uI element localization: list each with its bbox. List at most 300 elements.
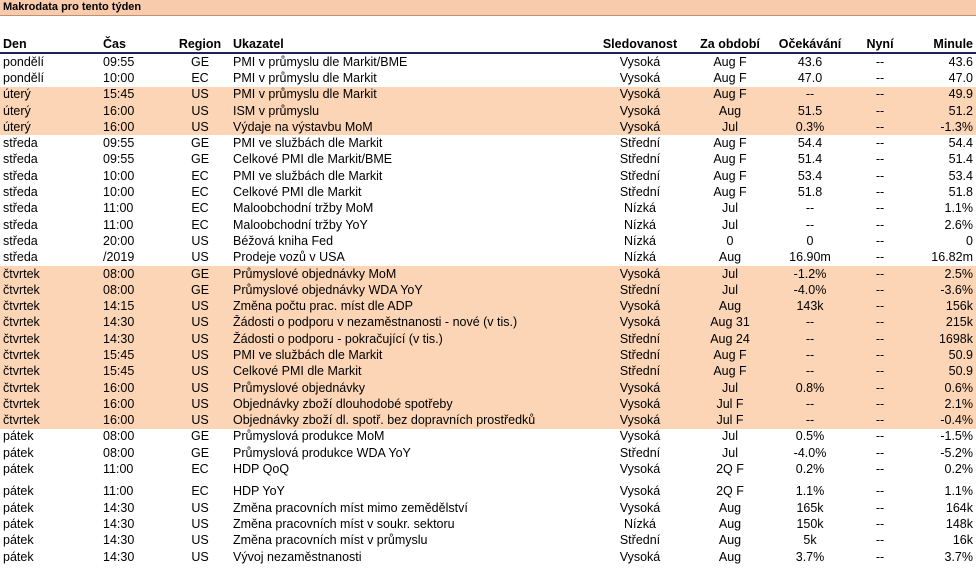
cell-importance: Vysoká xyxy=(590,380,690,396)
cell-time: 10:00 xyxy=(103,70,135,85)
cell-previous: 16k xyxy=(952,533,973,548)
cell-importance: Vysoká xyxy=(619,500,661,515)
cell-previous: 2.6% xyxy=(944,217,973,232)
cell-day: čtvrtek xyxy=(0,266,100,282)
cell-region: US xyxy=(170,413,230,429)
cell-time: 14:30 xyxy=(100,331,170,347)
cell-day: čtvrtek xyxy=(0,282,100,298)
cell-period: Aug F xyxy=(713,152,747,167)
cell-time: 16:00 xyxy=(100,380,170,396)
cell-day: středa xyxy=(3,250,38,265)
cell-expected: 150k xyxy=(796,516,824,531)
cell-time: 09:55 xyxy=(103,54,135,69)
cell-period: Jul xyxy=(690,282,770,298)
cell-time: 20:00 xyxy=(103,233,135,248)
table-row xyxy=(0,500,976,516)
cell-importance: Nízká xyxy=(624,250,656,265)
cell-expected: 53.4 xyxy=(797,168,823,183)
cell-day: pondělí xyxy=(3,70,45,85)
cell-importance: Vysoká xyxy=(619,70,661,85)
cell-expected: -4.0% xyxy=(770,282,850,298)
cell-region: US xyxy=(191,533,209,548)
table-row xyxy=(0,380,976,396)
cell-indicator: Maloobchodní tržby MoM xyxy=(233,201,374,216)
cell-now: -- xyxy=(875,445,885,460)
cell-period: Aug xyxy=(718,500,742,515)
cell-now: -- xyxy=(850,282,910,298)
cell-time: /2019 xyxy=(103,250,135,265)
cell-importance: Vysoká xyxy=(590,396,690,412)
cell-now: -- xyxy=(875,484,885,499)
cell-expected: 43.6 xyxy=(797,54,823,69)
cell-day: středa xyxy=(3,136,38,151)
cell-importance: Střední xyxy=(590,282,690,298)
cell-previous: 53.4 xyxy=(948,168,973,183)
cell-previous: 0.2% xyxy=(944,462,973,477)
cell-indicator: Průmyslové objednávky MoM xyxy=(230,266,590,282)
table-row xyxy=(0,103,976,119)
col-header-importance: Sledovanost xyxy=(590,36,690,53)
cell-importance: Střední xyxy=(619,168,661,183)
cell-now: -- xyxy=(875,233,885,248)
cell-previous: 50.9 xyxy=(910,347,976,363)
cell-period: Aug F xyxy=(713,136,747,151)
cell-indicator: Maloobchodní tržby YoY xyxy=(233,217,368,232)
cell-region: GE xyxy=(170,282,230,298)
cell-now: -- xyxy=(875,54,885,69)
cell-region: US xyxy=(170,396,230,412)
cell-indicator: PMI v průmyslu dle Markit xyxy=(233,70,377,85)
table-row xyxy=(0,298,976,314)
cell-expected: 3.7% xyxy=(795,549,825,564)
table-row xyxy=(0,347,976,363)
cell-previous: 51.2 xyxy=(910,103,976,119)
cell-region: GE xyxy=(190,136,210,151)
cell-previous: 1.1% xyxy=(944,201,973,216)
cell-indicator: Žádosti o podporu v nezaměstnanosti - nové (v tis.) xyxy=(230,315,590,331)
cell-previous: 164k xyxy=(945,500,973,515)
cell-period: Aug F xyxy=(713,185,747,200)
cell-importance: Vysoká xyxy=(619,484,661,499)
cell-previous: 16.82m xyxy=(931,250,973,265)
cell-period: 2Q F xyxy=(716,462,744,477)
cell-previous: 43.6 xyxy=(948,54,973,69)
table-row xyxy=(0,429,976,445)
cell-period: Aug xyxy=(690,103,770,119)
cell-day: čtvrtek xyxy=(0,396,100,412)
cell-period: Jul F xyxy=(690,413,770,429)
col-header-time: Čas xyxy=(100,36,170,53)
table-row xyxy=(0,119,976,135)
cell-importance: Nízká xyxy=(624,201,656,216)
cell-day: úterý xyxy=(0,87,100,103)
table-row xyxy=(0,233,976,249)
cell-importance: Střední xyxy=(590,364,690,380)
cell-now: -- xyxy=(875,429,885,444)
cell-period: Aug xyxy=(718,549,742,564)
cell-time: 08:00 xyxy=(100,282,170,298)
table-row xyxy=(0,315,976,331)
cell-previous: 0 xyxy=(966,233,973,248)
cell-region: EC xyxy=(191,185,209,200)
cell-previous: 50.9 xyxy=(910,364,976,380)
cell-time: 16:00 xyxy=(100,396,170,412)
col-header-period: Za období xyxy=(690,36,770,53)
cell-time: 16:00 xyxy=(100,103,170,119)
cell-period: Aug xyxy=(718,533,742,548)
cell-day: úterý xyxy=(0,119,100,135)
cell-previous: 1698k xyxy=(910,331,976,347)
cell-now: -- xyxy=(875,533,885,548)
cell-time: 14:15 xyxy=(100,298,170,314)
table-row xyxy=(0,516,976,532)
cell-time: 09:55 xyxy=(103,136,135,151)
cell-previous: -1.3% xyxy=(910,119,976,135)
cell-now: -- xyxy=(875,185,885,200)
cell-indicator: Změna pracovních míst mimo zemědělství xyxy=(233,500,468,515)
cell-previous: 54.4 xyxy=(948,136,973,151)
cell-region: GE xyxy=(190,152,210,167)
cell-indicator: Výdaje na výstavbu MoM xyxy=(230,119,590,135)
cell-period: Jul xyxy=(690,380,770,396)
cell-expected: -- xyxy=(770,331,850,347)
cell-previous: 156k xyxy=(910,298,976,314)
cell-previous: -3.6% xyxy=(910,282,976,298)
cell-day: středa xyxy=(3,168,38,183)
cell-now: -- xyxy=(875,70,885,85)
cell-day: pátek xyxy=(3,484,34,499)
cell-day: čtvrtek xyxy=(0,331,100,347)
cell-previous: 3.7% xyxy=(944,549,973,564)
cell-indicator: Celkové PMI dle Markit xyxy=(233,185,362,200)
cell-region: US xyxy=(170,364,230,380)
cell-now: -- xyxy=(875,168,885,183)
col-header-expected: Očekávání xyxy=(770,36,850,53)
cell-region: EC xyxy=(191,70,209,85)
col-header-day: Den xyxy=(0,36,100,53)
cell-time: 08:00 xyxy=(103,445,135,460)
cell-period: 0 xyxy=(726,233,734,248)
cell-day: pátek xyxy=(3,500,34,515)
cell-indicator: PMI ve službách dle Markit xyxy=(233,136,383,151)
cell-day: středa xyxy=(3,201,38,216)
cell-time: 11:00 xyxy=(103,484,134,499)
cell-region: EC xyxy=(191,462,209,477)
table-row xyxy=(0,413,976,429)
cell-now: -- xyxy=(875,500,885,515)
cell-period: Aug F xyxy=(690,364,770,380)
cell-expected: -- xyxy=(770,347,850,363)
cell-time: 16:00 xyxy=(100,119,170,135)
cell-day: úterý xyxy=(0,103,100,119)
cell-day: pátek xyxy=(3,445,34,460)
cell-indicator: Objednávky zboží dlouhodobé spotřeby xyxy=(230,396,590,412)
cell-indicator: Celkové PMI dle Markit xyxy=(230,364,590,380)
cell-region: US xyxy=(170,103,230,119)
cell-expected: 1.1% xyxy=(795,484,825,499)
table-row xyxy=(0,152,976,168)
cell-period: Aug F xyxy=(713,54,747,69)
table-row xyxy=(0,445,976,461)
cell-expected: 0.2% xyxy=(795,462,825,477)
cell-now: -- xyxy=(875,136,885,151)
cell-now: -- xyxy=(850,315,910,331)
macro-data-table xyxy=(0,36,976,565)
cell-expected: 0.8% xyxy=(770,380,850,396)
col-header-previous: Minule xyxy=(910,36,976,53)
cell-region: EC xyxy=(191,168,209,183)
cell-expected: 165k xyxy=(796,500,824,515)
cell-expected: -- xyxy=(770,413,850,429)
table-row xyxy=(0,70,976,86)
cell-indicator: PMI v průmyslu dle Markit/BME xyxy=(233,54,408,69)
table-row xyxy=(0,168,976,184)
table-row xyxy=(0,201,976,217)
cell-now: -- xyxy=(875,201,885,216)
cell-region: GE xyxy=(190,429,210,444)
cell-previous: 2.5% xyxy=(910,266,976,282)
cell-now: -- xyxy=(850,87,910,103)
cell-indicator: HDP YoY xyxy=(233,484,285,499)
cell-period: Jul xyxy=(722,217,738,232)
cell-expected: 0.5% xyxy=(795,429,825,444)
cell-indicator: PMI ve službách dle Markit xyxy=(230,347,590,363)
cell-now: -- xyxy=(850,380,910,396)
cell-day: středa xyxy=(3,217,38,232)
cell-previous: 51.4 xyxy=(948,152,973,167)
col-header-now: Nyní xyxy=(850,36,910,53)
cell-importance: Nízká xyxy=(624,217,656,232)
cell-now: -- xyxy=(875,250,885,265)
cell-day: čtvrtek xyxy=(0,380,100,396)
cell-previous: -5.2% xyxy=(940,445,973,460)
cell-expected: 16.90m xyxy=(789,250,831,265)
cell-expected: -4.0% xyxy=(793,445,827,460)
cell-region: GE xyxy=(190,445,210,460)
cell-period: Jul xyxy=(722,429,738,444)
cell-region: US xyxy=(191,500,209,515)
cell-time: 15:45 xyxy=(100,364,170,380)
cell-period: Jul F xyxy=(690,396,770,412)
cell-day: pátek xyxy=(3,549,34,564)
cell-day: středa xyxy=(3,233,38,248)
page-title: Makrodata pro tento týden xyxy=(0,0,976,16)
cell-now: -- xyxy=(850,266,910,282)
cell-indicator: PMI ve službách dle Markit xyxy=(233,168,383,183)
cell-importance: Vysoká xyxy=(590,87,690,103)
cell-expected: -- xyxy=(770,315,850,331)
table-row xyxy=(0,217,976,233)
cell-importance: Vysoká xyxy=(619,54,661,69)
table-row xyxy=(0,461,976,477)
cell-region: US xyxy=(191,516,209,531)
cell-importance: Střední xyxy=(619,185,661,200)
cell-indicator: Objednávky zboží dl. spotř. bez dopravních prostředků xyxy=(230,413,590,429)
cell-previous: 51.8 xyxy=(948,185,973,200)
cell-previous: 47.0 xyxy=(948,70,973,85)
cell-day: pátek xyxy=(3,429,34,444)
cell-time: 10:00 xyxy=(103,168,135,183)
cell-expected: 143k xyxy=(770,298,850,314)
cell-period: Aug F xyxy=(713,168,747,183)
cell-period: Aug F xyxy=(690,87,770,103)
cell-day: pátek xyxy=(3,516,34,531)
cell-time: 09:55 xyxy=(103,152,135,167)
cell-region: US xyxy=(170,298,230,314)
cell-now: -- xyxy=(850,331,910,347)
cell-indicator: Žádosti o podporu - pokračující (v tis.) xyxy=(230,331,590,347)
cell-period: 2Q F xyxy=(716,484,744,499)
table-row xyxy=(0,533,976,549)
cell-expected: 5k xyxy=(803,533,817,548)
cell-region: US xyxy=(170,380,230,396)
cell-expected: 51.5 xyxy=(770,103,850,119)
cell-now: -- xyxy=(850,413,910,429)
cell-importance: Vysoká xyxy=(619,462,661,477)
cell-expected: 51.4 xyxy=(797,152,823,167)
cell-indicator: Prodeje vozů v USA xyxy=(233,250,345,265)
cell-time: 11:00 xyxy=(103,462,134,477)
cell-now: -- xyxy=(850,364,910,380)
cell-day: čtvrtek xyxy=(0,413,100,429)
cell-region: US xyxy=(191,250,209,265)
cell-expected: 0 xyxy=(806,233,814,248)
cell-now: -- xyxy=(850,396,910,412)
cell-region: US xyxy=(170,119,230,135)
cell-importance: Střední xyxy=(619,152,661,167)
cell-region: US xyxy=(170,87,230,103)
cell-day: středa xyxy=(3,152,38,167)
cell-region: GE xyxy=(170,266,230,282)
cell-indicator: Průmyslové objednávky WDA YoY xyxy=(230,282,590,298)
cell-region: US xyxy=(170,315,230,331)
cell-indicator: Změna pracovních míst v soukr. sektoru xyxy=(233,516,455,531)
cell-importance: Nízká xyxy=(624,233,656,248)
cell-indicator: Béžová kniha Fed xyxy=(233,233,334,248)
table-row xyxy=(0,549,976,565)
table-row xyxy=(0,135,976,151)
cell-now: -- xyxy=(850,298,910,314)
cell-indicator: HDP QoQ xyxy=(233,462,290,477)
table-row xyxy=(0,331,976,347)
table-row xyxy=(0,184,976,200)
table-row xyxy=(0,364,976,380)
cell-expected: -- xyxy=(805,201,815,216)
table-row xyxy=(0,53,976,70)
cell-now: -- xyxy=(875,516,885,531)
cell-importance: Nízká xyxy=(624,516,656,531)
cell-indicator: Celkové PMI dle Markit/BME xyxy=(233,152,393,167)
cell-importance: Vysoká xyxy=(590,266,690,282)
cell-time: 14:30 xyxy=(103,500,135,515)
cell-now: -- xyxy=(875,217,885,232)
cell-day: čtvrtek xyxy=(0,347,100,363)
cell-region: EC xyxy=(191,201,209,216)
cell-now: -- xyxy=(850,119,910,135)
table-row xyxy=(0,396,976,412)
cell-indicator: Průmyslové objednávky xyxy=(230,380,590,396)
cell-previous: 49.9 xyxy=(910,87,976,103)
cell-day: pátek xyxy=(3,533,34,548)
cell-importance: Vysoká xyxy=(619,549,661,564)
cell-period: Jul xyxy=(722,445,738,460)
cell-region: EC xyxy=(191,217,209,232)
cell-importance: Střední xyxy=(590,347,690,363)
cell-importance: Vysoká xyxy=(619,429,661,444)
cell-period: Jul xyxy=(690,119,770,135)
cell-period: Aug xyxy=(718,516,742,531)
cell-indicator: PMI v průmyslu dle Markit xyxy=(230,87,590,103)
cell-now: -- xyxy=(850,103,910,119)
table-row xyxy=(0,250,976,266)
cell-region: US xyxy=(191,233,209,248)
cell-region: US xyxy=(170,347,230,363)
table-header-row xyxy=(0,36,976,53)
cell-importance: Vysoká xyxy=(590,119,690,135)
table-row xyxy=(0,282,976,298)
cell-expected: -- xyxy=(770,87,850,103)
spacer xyxy=(0,16,976,36)
cell-now: -- xyxy=(850,347,910,363)
cell-time: 14:30 xyxy=(103,516,135,531)
cell-period: Aug xyxy=(690,298,770,314)
cell-expected: -1.2% xyxy=(770,266,850,282)
cell-previous: -1.5% xyxy=(940,429,973,444)
cell-period: Aug 24 xyxy=(690,331,770,347)
cell-importance: Vysoká xyxy=(590,315,690,331)
cell-time: 15:45 xyxy=(100,347,170,363)
cell-indicator: Změna pracovních míst v průmyslu xyxy=(233,533,428,548)
cell-region: US xyxy=(191,549,209,564)
cell-importance: Vysoká xyxy=(590,298,690,314)
cell-time: 10:00 xyxy=(103,185,135,200)
col-header-region: Region xyxy=(170,36,230,53)
cell-previous: 1.1% xyxy=(944,484,973,499)
cell-previous: 148k xyxy=(945,516,973,531)
cell-period: Aug F xyxy=(713,70,747,85)
cell-time: 15:45 xyxy=(100,87,170,103)
cell-indicator: Průmyslová produkce WDA YoY xyxy=(233,445,411,460)
cell-time: 14:30 xyxy=(103,533,135,548)
cell-expected: -- xyxy=(770,396,850,412)
cell-indicator: Změna počtu prac. míst dle ADP xyxy=(230,298,590,314)
table-row xyxy=(0,87,976,103)
cell-time: 16:00 xyxy=(100,413,170,429)
cell-expected: 0.3% xyxy=(770,119,850,135)
cell-day: čtvrtek xyxy=(0,364,100,380)
col-header-indicator: Ukazatel xyxy=(230,36,590,53)
cell-importance: Vysoká xyxy=(590,413,690,429)
cell-importance: Střední xyxy=(590,331,690,347)
cell-period: Aug xyxy=(718,250,742,265)
cell-importance: Vysoká xyxy=(590,103,690,119)
cell-period: Jul xyxy=(722,201,738,216)
cell-day: čtvrtek xyxy=(0,315,100,331)
table-row xyxy=(0,266,976,282)
cell-expected: 54.4 xyxy=(797,136,823,151)
cell-day: středa xyxy=(3,185,38,200)
cell-now: -- xyxy=(875,462,885,477)
cell-indicator: Vývoj nezaměstnanosti xyxy=(233,549,362,564)
cell-time: 11:00 xyxy=(103,201,134,216)
cell-importance: Střední xyxy=(619,533,661,548)
cell-now: -- xyxy=(875,549,885,564)
cell-region: US xyxy=(170,331,230,347)
cell-expected: 47.0 xyxy=(797,70,823,85)
cell-day: pátek xyxy=(3,462,34,477)
cell-expected: 51.8 xyxy=(797,185,823,200)
cell-previous: 0.6% xyxy=(910,380,976,396)
